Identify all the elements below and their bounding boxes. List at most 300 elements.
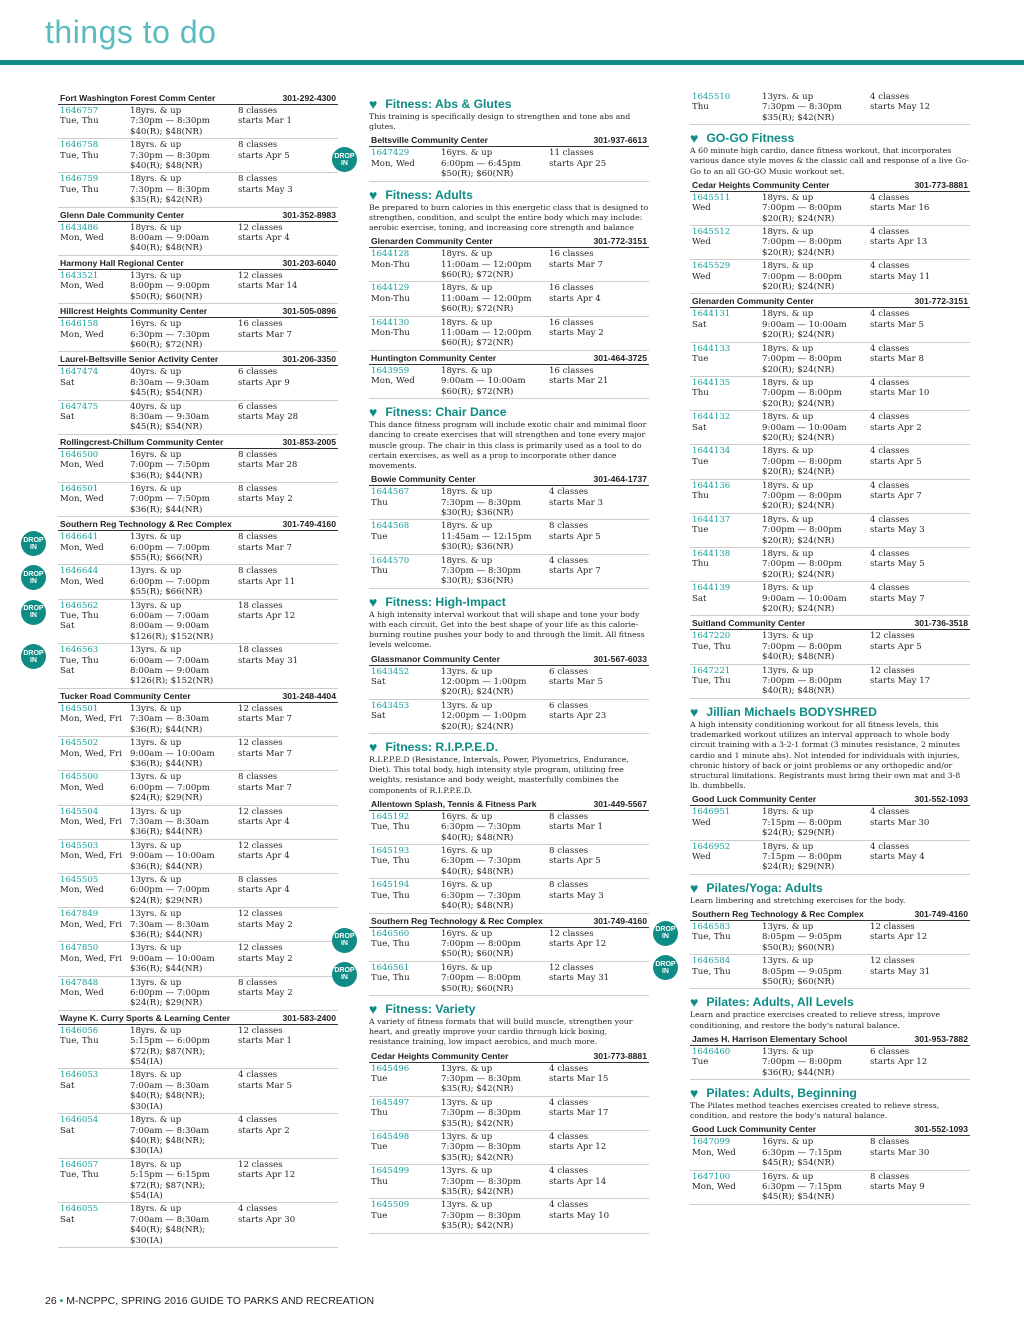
class-row: [369, 486, 649, 520]
class-number[interactable]: 1646460: [692, 1046, 731, 1057]
class-detail-line: 18yrs. & up: [762, 446, 814, 457]
class-schedule: [870, 378, 972, 409]
class-number[interactable]: 1646562: [60, 600, 99, 611]
class-detail-line: 13yrs. & up: [762, 631, 814, 642]
class-details: [130, 223, 238, 254]
class-number[interactable]: 1646644: [60, 566, 99, 577]
class-detail-line: 13yrs. & up: [130, 532, 182, 543]
class-number[interactable]: 1645193: [371, 846, 410, 857]
class-days: Mon, Wed: [371, 376, 415, 387]
class-detail-line: 18yrs. & up: [441, 283, 493, 294]
class-code-days: [60, 875, 130, 906]
class-number[interactable]: 1644568: [371, 521, 410, 532]
class-number[interactable]: 1644567: [371, 487, 410, 498]
class-number[interactable]: 1646757: [60, 106, 99, 116]
class-detail-line: 16yrs. & up: [762, 1171, 814, 1182]
venue-name: Beltsville Community Center: [371, 135, 488, 146]
class-number[interactable]: 1645502: [60, 738, 99, 749]
class-number[interactable]: 1647849: [60, 909, 99, 920]
class-number[interactable]: 1647475: [60, 401, 99, 412]
class-detail-line: 16yrs. & up: [130, 319, 182, 330]
class-number[interactable]: 1646561: [371, 962, 410, 973]
class-detail-line: 6:30pm — 7:30pm: [130, 329, 210, 340]
class-number[interactable]: 1645498: [371, 1131, 410, 1142]
class-days: Mon, Wed, Fri: [60, 851, 122, 862]
page-number: 26: [45, 1295, 57, 1307]
class-schedule-line: starts May 2: [238, 919, 293, 930]
class-code-days: [60, 319, 130, 350]
class-detail-line: 6:30pm — 7:15pm: [762, 1147, 842, 1158]
class-row: [23, 531, 338, 565]
class-detail-line: 13yrs. & up: [441, 700, 493, 711]
class-schedule-line: 4 classes: [870, 446, 910, 457]
page-footer: [45, 1295, 374, 1307]
class-row: [690, 91, 970, 125]
class-number[interactable]: 1644132: [692, 412, 731, 423]
class-schedule-line: 4 classes: [870, 549, 910, 560]
class-schedule-line: starts Mar 10: [870, 388, 930, 399]
class-row: [334, 928, 649, 962]
class-code-days: [60, 645, 130, 687]
class-number[interactable]: 1646563: [60, 645, 99, 656]
class-schedule: [238, 532, 340, 563]
heart-icon: ♥: [690, 1085, 699, 1102]
venue-header: [58, 258, 338, 270]
class-number[interactable]: 1646560: [371, 928, 410, 939]
class-code-days: [692, 261, 762, 292]
class-number[interactable]: 1643452: [371, 666, 410, 677]
class-number[interactable]: 1647099: [692, 1137, 731, 1148]
class-schedule-line: 16 classes: [549, 249, 594, 260]
class-detail-line: $40(R); $48(NR): [130, 161, 203, 172]
class-detail-line: 13yrs. & up: [130, 270, 182, 281]
class-number[interactable]: 1644139: [692, 583, 731, 594]
venue-name: Southern Reg Technology & Rec Complex: [60, 519, 232, 530]
class-schedule: [549, 521, 651, 552]
class-code-days: [60, 484, 130, 515]
class-schedule: [238, 174, 340, 205]
class-number[interactable]: 1646054: [60, 1115, 99, 1126]
class-number[interactable]: 1644133: [692, 343, 731, 354]
class-detail-line: $40(R); $48(NR); $30(IA): [130, 1135, 206, 1157]
class-days: Tue: [371, 531, 388, 542]
class-days: Thu: [371, 565, 388, 576]
class-number[interactable]: 1645529: [692, 261, 731, 272]
class-detail-line: $40(R); $48(NR): [441, 832, 514, 843]
class-days: Tue, Thu: [60, 1170, 99, 1181]
class-number[interactable]: 1644135: [692, 377, 731, 388]
class-days: Tue, Thu: [60, 655, 99, 666]
class-number[interactable]: 1647100: [692, 1171, 731, 1182]
venue-header: [369, 916, 649, 928]
class-details: [762, 549, 870, 580]
class-days: Tue, Thu: [371, 973, 410, 984]
class-detail-line: 6:00pm — 7:00pm: [130, 782, 210, 793]
class-schedule-line: 4 classes: [870, 227, 910, 238]
class-number[interactable]: 1643959: [371, 365, 410, 376]
class-code-days: [371, 366, 441, 397]
heart-icon: ♥: [369, 404, 378, 421]
class-days: Mon-Thu: [371, 259, 410, 270]
class-code-days: [692, 922, 762, 953]
class-detail-line: 6:00am — 7:00am: [130, 611, 210, 622]
class-days: Tue, Thu: [60, 611, 99, 622]
class-details: [130, 566, 238, 597]
class-detail-line: 11:45am — 12:15pm: [441, 531, 532, 542]
drop-in-badge: DROP IN: [332, 928, 357, 953]
class-row: [58, 222, 338, 256]
class-row: [690, 548, 970, 582]
class-number[interactable]: 1644134: [692, 446, 731, 457]
class-details: [762, 378, 870, 409]
class-number[interactable]: 1645503: [60, 840, 99, 851]
class-details: [762, 344, 870, 375]
class-detail-line: 9:00am — 10:00am: [762, 319, 847, 330]
class-schedule-line: 8 classes: [238, 174, 278, 185]
class-details: [441, 1064, 549, 1095]
class-schedule-line: 12 classes: [870, 631, 915, 642]
class-schedule-line: starts Mar 21: [549, 376, 609, 387]
class-row: [690, 226, 970, 260]
class-schedule-line: 4 classes: [238, 1070, 278, 1081]
class-days: Tue: [692, 456, 709, 467]
venue-phone: 301-749-4160: [914, 908, 968, 919]
class-detail-line: 18yrs. & up: [762, 480, 814, 491]
class-number[interactable]: 1646759: [60, 174, 99, 185]
class-number[interactable]: 1647850: [60, 943, 99, 954]
class-details: [762, 1137, 870, 1168]
class-code-days: [692, 631, 762, 662]
class-days: Tue, Thu: [692, 641, 731, 652]
drop-in-badge: DROP IN: [653, 921, 678, 946]
class-number[interactable]: 1645505: [60, 874, 99, 885]
class-number[interactable]: 1645509: [371, 1200, 410, 1211]
class-schedule: [238, 140, 340, 171]
section-title-text: Fitness: Variety: [385, 1001, 476, 1016]
class-code-days: [371, 880, 441, 911]
class-number[interactable]: 1646952: [692, 841, 731, 852]
class-schedule-line: 4 classes: [238, 1115, 278, 1126]
class-details: [130, 807, 238, 838]
class-detail-line: 13yrs. & up: [130, 943, 182, 954]
class-days: Tue, Thu: [692, 966, 731, 977]
class-detail-line: $20(R); $24(NR): [441, 721, 514, 732]
class-schedule-line: 4 classes: [549, 1200, 589, 1211]
class-schedule-line: 8 classes: [549, 811, 589, 822]
class-detail-line: $35(R); $42(NR): [441, 1187, 514, 1198]
class-schedule-line: 8 classes: [870, 1171, 910, 1182]
class-code-days: [60, 1070, 130, 1112]
class-days: Tue, Thu: [60, 184, 99, 195]
class-detail-line: $24(R); $29(NR): [130, 793, 203, 804]
class-days: Tue, Thu: [60, 150, 99, 161]
class-code-days: [692, 1047, 762, 1078]
drop-in-badge: DROP IN: [21, 600, 46, 625]
class-number[interactable]: 1645512: [692, 227, 731, 238]
venue-phone: 301-248-4404: [282, 690, 336, 701]
class-schedule-line: starts May 11: [870, 271, 931, 282]
class-number[interactable]: 1646057: [60, 1159, 99, 1170]
class-detail-line: $20(R); $24(NR): [762, 364, 835, 375]
class-detail-line: 7:30pm — 8:30pm: [441, 1073, 521, 1084]
class-number[interactable]: 1647474: [60, 367, 99, 378]
class-schedule-line: starts Mar 30: [870, 1147, 930, 1158]
class-details: [762, 666, 870, 697]
class-schedule-line: 4 classes: [870, 261, 910, 272]
class-number[interactable]: 1644570: [371, 555, 410, 566]
class-detail-line: 6:30pm — 7:15pm: [762, 1182, 842, 1193]
class-number[interactable]: 1643453: [371, 700, 410, 711]
class-row: [58, 840, 338, 874]
venue-phone: 301-464-3725: [593, 352, 647, 363]
class-detail-line: 18yrs. & up: [762, 412, 814, 423]
class-schedule: [238, 738, 340, 769]
class-schedule-line: 12 classes: [238, 1025, 283, 1036]
class-days: Wed: [692, 271, 711, 282]
class-details: [441, 249, 549, 280]
class-detail-line: 8:00am — 9:00am: [130, 666, 210, 677]
class-details: [130, 1026, 238, 1068]
class-number[interactable]: 1645511: [692, 192, 731, 203]
class-schedule-line: 8 classes: [238, 566, 278, 577]
class-number[interactable]: 1643486: [60, 222, 99, 233]
class-number[interactable]: 1646584: [692, 956, 731, 967]
class-code-days: [692, 807, 762, 838]
class-number[interactable]: 1646758: [60, 140, 99, 151]
venue-name: Glassmanor Community Center: [371, 653, 500, 664]
class-number[interactable]: 1646056: [60, 1025, 99, 1036]
class-code-days: [60, 841, 130, 872]
footer-text: M-NCPPC, SPRING 2016 GUIDE TO PARKS AND RECREATION: [66, 1295, 375, 1307]
class-detail-line: 5:15pm — 6:15pm: [130, 1170, 210, 1181]
class-detail-line: $55(R); $66(NR): [130, 587, 203, 598]
class-schedule-line: starts Apr 7: [549, 565, 601, 576]
class-number[interactable]: 1645500: [60, 772, 99, 783]
class-row: [690, 411, 970, 445]
class-schedule-line: 16 classes: [549, 283, 594, 294]
section-title: [369, 97, 649, 111]
class-details: [441, 318, 549, 349]
class-details: [762, 309, 870, 340]
class-schedule-line: starts Apr 4: [238, 816, 290, 827]
class-detail-line: 7:00am — 8:30am: [130, 1214, 210, 1225]
class-detail-line: $50(R); $60(NR): [130, 291, 203, 302]
class-schedule-line: starts Apr 12: [549, 1142, 607, 1153]
venue-phone: 301-773-8881: [593, 1050, 647, 1061]
class-detail-line: 7:00pm — 8:00pm: [762, 525, 842, 536]
class-detail-line: 18yrs. & up: [762, 549, 814, 560]
class-details: [130, 367, 238, 398]
class-detail-line: 13yrs. & up: [130, 874, 182, 885]
class-details: [762, 956, 870, 987]
class-detail-line: 18yrs. & up: [762, 807, 814, 818]
venue-phone: 301-772-3151: [914, 296, 968, 307]
drop-in-badge: DROP IN: [21, 531, 46, 556]
class-number[interactable]: 1644130: [371, 317, 410, 328]
class-detail-line: 16yrs. & up: [441, 846, 493, 857]
section-description: The Pilates method teaches exercises created to relieve stress, condition, and restore the body's natural balance.: [690, 1101, 940, 1121]
class-number[interactable]: 1645496: [371, 1063, 410, 1074]
class-code-days: [371, 846, 441, 877]
class-details: [762, 807, 870, 838]
class-row: [690, 841, 970, 875]
section-description: A 60 minute high cardio, dance fitness workout, that incorporates various dance style moves & the classic call and response of a live Go-Go to an all GO-GO Music workout set.: [690, 146, 969, 176]
class-schedule: [549, 249, 651, 280]
class-schedule-line: starts Apr 2: [238, 1125, 290, 1136]
class-row: [58, 1069, 338, 1114]
class-schedule: [238, 1070, 340, 1112]
class-schedule-line: 4 classes: [870, 807, 910, 818]
class-number[interactable]: 1643521: [60, 270, 99, 281]
class-days: Mon, Wed: [60, 576, 104, 587]
class-number[interactable]: 1646501: [60, 483, 99, 494]
venue-name: Fort Washington Forest Comm Center: [60, 93, 216, 103]
class-schedule-line: 12 classes: [870, 956, 915, 967]
venue-header: [369, 799, 649, 811]
class-schedule: [549, 701, 651, 732]
class-number[interactable]: 1646158: [60, 319, 99, 330]
class-details: [441, 1166, 549, 1197]
class-days: Sat: [692, 319, 707, 330]
class-schedule: [870, 842, 972, 873]
class-detail-line: 13yrs. & up: [130, 840, 182, 851]
class-row: [690, 192, 970, 226]
class-row: [58, 1025, 338, 1070]
class-detail-line: 7:15pm — 8:00pm: [762, 851, 842, 862]
class-number[interactable]: 1645194: [371, 880, 410, 891]
class-schedule: [238, 223, 340, 254]
class-row: [369, 555, 649, 589]
class-detail-line: 12:00pm — 1:00pm: [441, 711, 527, 722]
class-days: Mon, Wed: [60, 542, 104, 553]
venue-name: Bowie Community Center: [371, 474, 476, 485]
class-detail-line: $50(R); $60(NR): [762, 976, 835, 987]
class-number[interactable]: 1647848: [60, 977, 99, 988]
class-number[interactable]: 1644137: [692, 514, 731, 525]
class-schedule-line: 12 classes: [238, 806, 283, 817]
class-schedule: [549, 812, 651, 843]
class-number[interactable]: 1645499: [371, 1166, 410, 1177]
class-detail-line: 18yrs. & up: [441, 249, 493, 260]
class-detail-line: 9:00am — 10:00am: [441, 376, 526, 387]
class-number[interactable]: 1644131: [692, 309, 731, 320]
class-schedule: [238, 402, 340, 433]
class-schedule: [870, 261, 972, 292]
class-details: [762, 1172, 870, 1203]
class-schedule: [549, 148, 651, 179]
class-row: [58, 703, 338, 737]
class-schedule: [870, 583, 972, 614]
class-detail-line: 7:00pm — 8:00pm: [762, 203, 842, 214]
class-detail-line: 18yrs. & up: [762, 377, 814, 388]
venue-header: [690, 618, 970, 630]
class-details: [130, 484, 238, 515]
class-number[interactable]: 1646500: [60, 449, 99, 460]
class-schedule-line: 4 classes: [870, 841, 910, 852]
class-detail-line: $36(R); $44(NR): [130, 504, 203, 515]
class-number[interactable]: 1646053: [60, 1070, 99, 1081]
class-details: [762, 631, 870, 662]
class-days: Wed: [692, 851, 711, 862]
class-schedule-line: 8 classes: [238, 532, 278, 543]
class-schedule-line: 8 classes: [238, 977, 278, 988]
class-schedule-line: starts Mar 1: [549, 822, 603, 833]
class-number[interactable]: 1645497: [371, 1097, 410, 1108]
class-detail-line: $30(R); $36(NR): [441, 507, 514, 518]
class-schedule-line: 4 classes: [870, 377, 910, 388]
class-detail-line: 16yrs. & up: [441, 811, 493, 822]
class-number[interactable]: 1646951: [692, 807, 731, 818]
class-detail-line: 18yrs. & up: [762, 514, 814, 525]
class-details: [762, 446, 870, 477]
class-detail-line: 13yrs. & up: [130, 772, 182, 783]
class-schedule-line: starts Apr 12: [870, 1057, 928, 1068]
class-details: [130, 645, 238, 687]
class-number[interactable]: 1645510: [692, 92, 731, 102]
class-number[interactable]: 1645501: [60, 703, 99, 714]
class-schedule-line: starts Mar 14: [238, 281, 298, 292]
class-detail-line: 16yrs. & up: [441, 880, 493, 891]
class-code-days: [60, 532, 130, 563]
class-number[interactable]: 1645504: [60, 806, 99, 817]
heart-icon: ♥: [690, 703, 699, 720]
class-number[interactable]: 1644136: [692, 480, 731, 491]
class-schedule: [238, 1115, 340, 1157]
class-schedule-line: 12 classes: [238, 738, 283, 749]
class-number[interactable]: 1644128: [371, 249, 410, 260]
class-number[interactable]: 1646641: [60, 532, 99, 543]
class-details: [441, 148, 549, 179]
class-detail-line: 7:30am — 8:30am: [130, 714, 210, 725]
class-schedule-line: 16 classes: [549, 365, 594, 376]
class-schedule-line: 8 classes: [238, 140, 278, 151]
class-code-days: [371, 249, 441, 280]
class-number[interactable]: 1647429: [371, 148, 410, 159]
class-detail-line: 18yrs. & up: [762, 192, 814, 203]
class-number[interactable]: 1644129: [371, 283, 410, 294]
venue-header: [58, 210, 338, 222]
class-number[interactable]: 1646055: [60, 1204, 99, 1215]
class-detail-line: 7:00pm — 8:00pm: [441, 973, 521, 984]
class-number[interactable]: 1646583: [692, 921, 731, 932]
class-number[interactable]: 1645192: [371, 811, 410, 822]
class-detail-line: 12:00pm — 1:00pm: [441, 677, 527, 687]
class-detail-line: 13yrs. & up: [130, 703, 182, 714]
class-days: Mon, Wed, Fri: [60, 748, 122, 759]
venue-name: Huntington Community Center: [371, 352, 497, 363]
class-days: Sat: [60, 1214, 75, 1225]
class-detail-line: 7:30pm — 8:30pm: [441, 565, 521, 576]
venue-name: Harmony Hall Regional Center: [60, 257, 184, 268]
class-number[interactable]: 1647220: [692, 631, 731, 642]
class-schedule-line: 6 classes: [238, 367, 278, 378]
class-number[interactable]: 1644138: [692, 549, 731, 560]
class-details: [130, 450, 238, 481]
class-schedule: [238, 1026, 340, 1068]
class-detail-line: 13yrs. & up: [441, 666, 493, 677]
class-detail-line: $126(R); $152(NR): [130, 631, 214, 642]
venue-header: [369, 135, 649, 147]
class-details: [762, 922, 870, 953]
class-schedule-line: starts Mar 16: [870, 203, 930, 214]
class-detail-line: 16yrs. & up: [130, 449, 182, 460]
venue-header: [58, 519, 338, 531]
class-days: Thu: [692, 559, 709, 570]
venue-header: [369, 474, 649, 486]
class-number[interactable]: 1647221: [692, 665, 731, 676]
class-schedule: [238, 367, 340, 398]
class-code-days: [371, 487, 441, 518]
